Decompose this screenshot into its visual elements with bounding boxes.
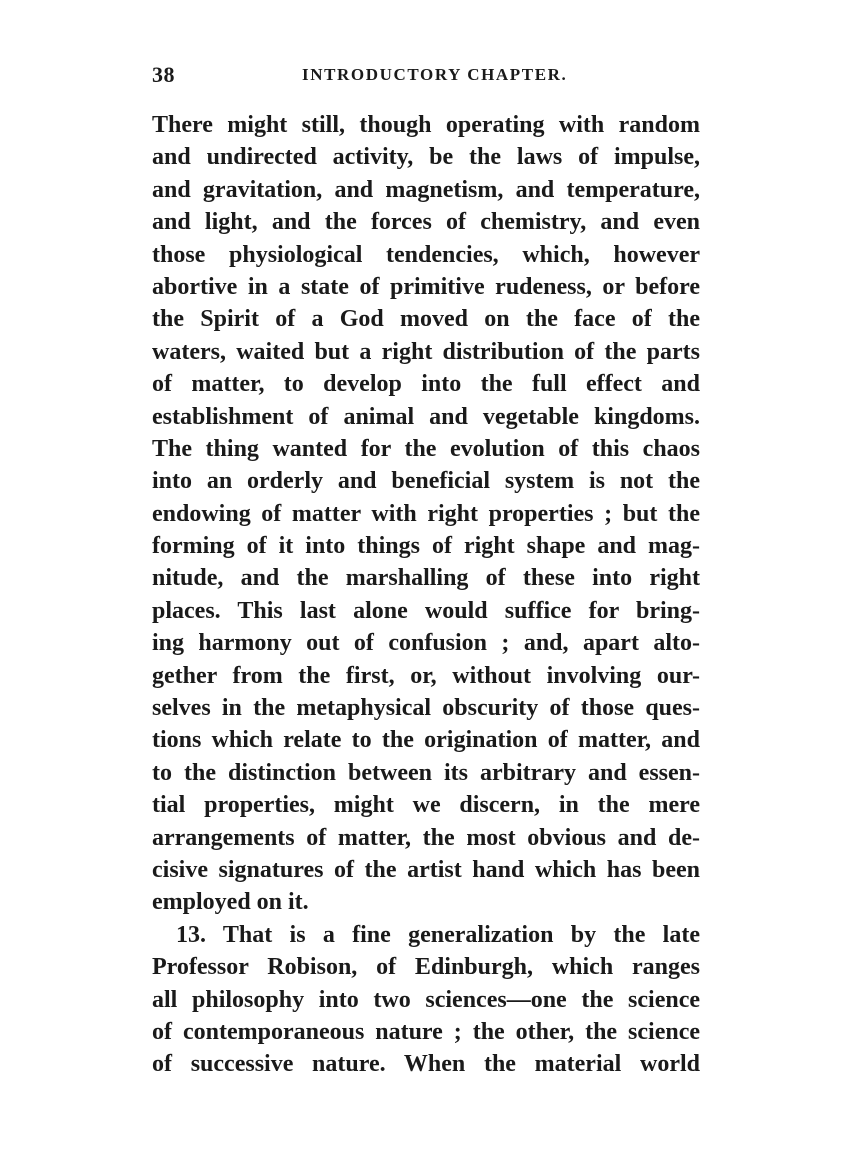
text-line: of successive nature. When the material world [152, 1051, 700, 1078]
text-line: abortive in a state of primitive rudeness, or before [152, 273, 700, 300]
text-line: those physiological tendencies, which, however [152, 241, 700, 268]
text-line: places. This last alone would suffice for bring- [152, 597, 700, 624]
text-line: gether from the first, or, without involving our- [152, 662, 700, 689]
text-line: The thing wanted for the evolution of this chaos [152, 435, 700, 462]
text-line: waters, waited but a right distribution of the parts [152, 338, 700, 365]
text-line: of contemporaneous nature ; the other, the science [152, 1018, 700, 1045]
text-line: to the distinction between its arbitrary and essen- [152, 759, 700, 786]
text-line: nitude, and the marshalling of these into right [152, 565, 700, 592]
text-line: selves in the metaphysical obscurity of those ques- [152, 695, 700, 722]
text-line: endowing of matter with right properties ; but the [152, 500, 700, 527]
page-number: 38 [152, 62, 175, 87]
text-line: and gravitation, and magnetism, and temperature, [152, 176, 700, 203]
text-line: and light, and the forces of chemistry, and even [152, 209, 700, 236]
body-text [152, 109, 700, 1081]
running-head [152, 62, 700, 90]
running-title: INTRODUCTORY CHAPTER. [302, 65, 568, 84]
text-line: cisive signatures of the artist hand which has been [152, 856, 700, 883]
text-line: tions which relate to the origination of matter, and [152, 727, 700, 754]
text-line: of matter, to develop into the full effect and [152, 371, 700, 398]
text-line: Professor Robison, of Edinburgh, which ranges [152, 954, 700, 981]
text-line: arrangements of matter, the most obvious and de- [152, 824, 700, 851]
text-line: the Spirit of a God moved on the face of the [152, 306, 700, 333]
text-line: employed on it. [152, 889, 309, 916]
paragraph-start-line: 13. That is a fine generalization by the late [176, 921, 700, 948]
text-line: forming of it into things of right shape and mag- [152, 533, 700, 560]
text-line: tial properties, might we discern, in the mere [152, 792, 700, 819]
text-line: into an orderly and beneficial system is not the [152, 468, 700, 495]
text-line: establishment of animal and vegetable kingdoms. [152, 403, 700, 430]
text-line: There might still, though operating with random [152, 112, 700, 138]
text-line: ing harmony out of confusion ; and, apart alto- [152, 630, 700, 657]
text-line: and undirected activity, be the laws of impulse, [152, 144, 700, 171]
text-line: all philosophy into two sciences—one the science [152, 986, 700, 1013]
